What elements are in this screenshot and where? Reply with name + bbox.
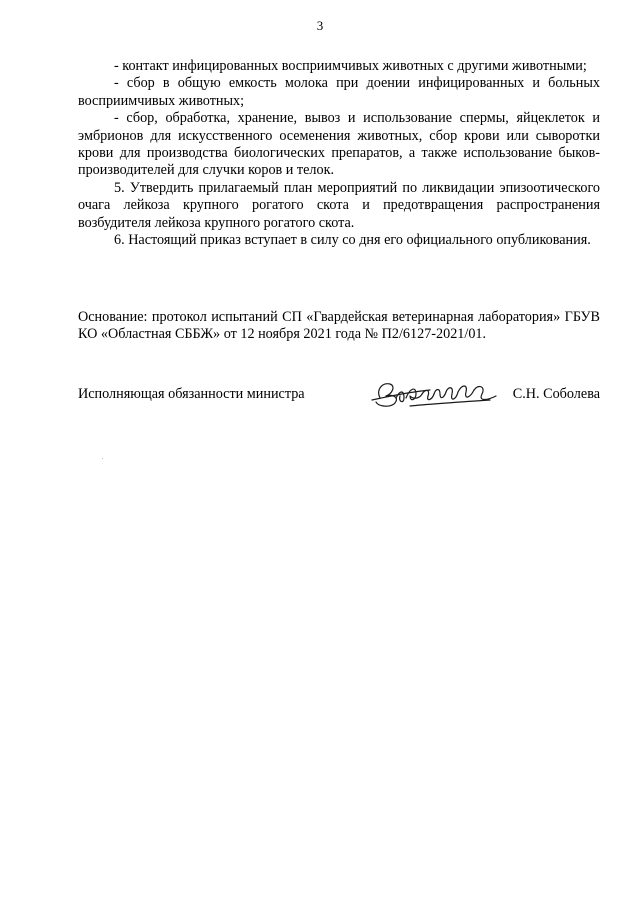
scan-speck bbox=[102, 458, 103, 459]
page-number: 3 bbox=[316, 18, 324, 33]
signer-name: С.Н. Соболева bbox=[512, 386, 600, 402]
signature-block bbox=[78, 376, 600, 416]
handwritten-signature bbox=[370, 376, 510, 412]
basis-note: Основание: протокол испытаний СП «Гвардейская ветеринарная лаборатория» ГБУВ КО «Областная СББЖ» от 12 ноября 2021 года № П2/6127-2021/01. bbox=[78, 309, 600, 343]
list-item-contact: - контакт инфицированных восприимчивых животных с другими животными; bbox=[114, 58, 587, 74]
list-item-milk: - сбор в общую емкость молока при доении инфицированных и больных восприимчивых животных; bbox=[78, 75, 600, 109]
paragraph-approve-plan: 5. Утвердить прилагаемый план мероприятий по ликвидации эпизоотического очага лейкоза крупного рогатого скота и предотвращения распространения возбудителя лейкоза крупного рогатого скота. bbox=[78, 179, 600, 231]
paragraph-effective-date: 6. Настоящий приказ вступает в силу со дня его официального опубликования. bbox=[114, 232, 591, 249]
document-body bbox=[78, 58, 600, 249]
list-item-sperm: - сбор, обработка, хранение, вывоз и использование спермы, яйцеклеток и эмбрионов для искусственного осеменения животных, сбор крови или сыворотки крови для производства биологических препаратов, а также использование быков-производителей для случки коров и телок. bbox=[78, 110, 600, 179]
signer-title: Исполняющая обязанности министра bbox=[78, 386, 305, 402]
